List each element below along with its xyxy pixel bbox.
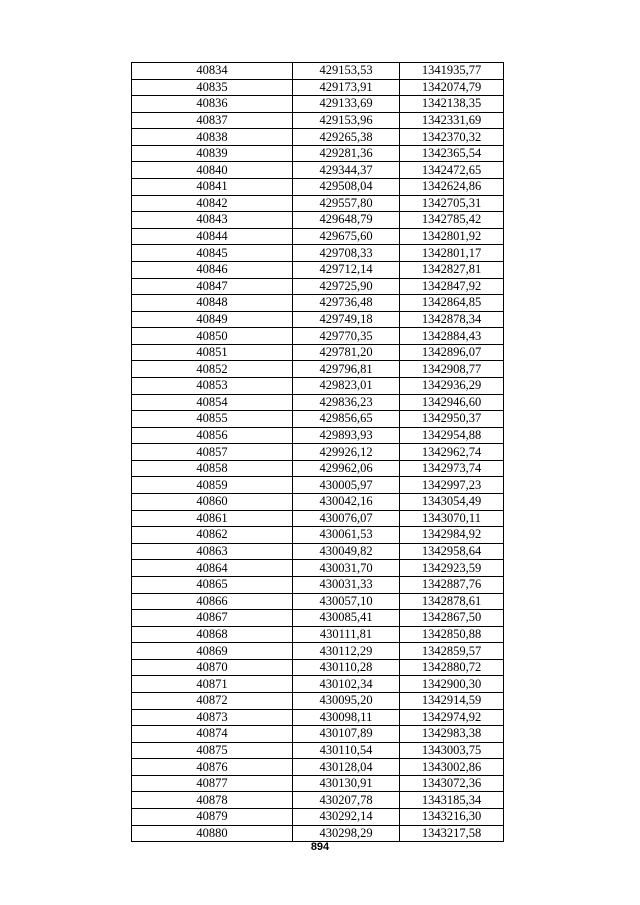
table-row xyxy=(132,576,504,593)
x-coordinate-cell: 429770,35 xyxy=(293,328,400,345)
point-number-cell: 40866 xyxy=(132,593,293,610)
x-coordinate-cell: 429557,80 xyxy=(293,195,400,212)
point-number-cell: 40839 xyxy=(132,145,293,162)
point-number-cell: 40843 xyxy=(132,212,293,229)
y-coordinate-cell: 1342705,31 xyxy=(400,195,504,212)
x-coordinate-cell: 430098,11 xyxy=(293,709,400,726)
point-number-cell: 40877 xyxy=(132,775,293,792)
table-row xyxy=(132,809,504,826)
y-coordinate-cell: 1342914,59 xyxy=(400,692,504,709)
point-number-cell: 40835 xyxy=(132,79,293,96)
x-coordinate-cell: 429173,91 xyxy=(293,79,400,96)
y-coordinate-cell: 1342983,38 xyxy=(400,726,504,743)
point-number-cell: 40857 xyxy=(132,444,293,461)
point-number-cell: 40858 xyxy=(132,460,293,477)
point-number-cell: 40855 xyxy=(132,411,293,428)
x-coordinate-cell: 429893,93 xyxy=(293,427,400,444)
table-row xyxy=(132,311,504,328)
table-row xyxy=(132,659,504,676)
y-coordinate-cell: 1342785,42 xyxy=(400,212,504,229)
x-coordinate-cell: 429708,33 xyxy=(293,245,400,262)
x-coordinate-cell: 430061,53 xyxy=(293,527,400,544)
y-coordinate-cell: 1342859,57 xyxy=(400,643,504,660)
x-coordinate-cell: 429675,60 xyxy=(293,228,400,245)
table-row xyxy=(132,145,504,162)
y-coordinate-cell: 1342974,92 xyxy=(400,709,504,726)
coordinates-table-body xyxy=(132,63,504,842)
table-row xyxy=(132,792,504,809)
table-row xyxy=(132,510,504,527)
table-row xyxy=(132,460,504,477)
point-number-cell: 40861 xyxy=(132,510,293,527)
y-coordinate-cell: 1342138,35 xyxy=(400,96,504,113)
point-number-cell: 40853 xyxy=(132,377,293,394)
x-coordinate-cell: 429648,79 xyxy=(293,212,400,229)
table-row xyxy=(132,742,504,759)
y-coordinate-cell: 1342962,74 xyxy=(400,444,504,461)
x-coordinate-cell: 430042,16 xyxy=(293,494,400,511)
point-number-cell: 40863 xyxy=(132,543,293,560)
y-coordinate-cell: 1342923,59 xyxy=(400,560,504,577)
y-coordinate-cell: 1342864,85 xyxy=(400,295,504,312)
x-coordinate-cell: 429265,38 xyxy=(293,129,400,146)
y-coordinate-cell: 1342954,88 xyxy=(400,427,504,444)
point-number-cell: 40838 xyxy=(132,129,293,146)
y-coordinate-cell: 1342887,76 xyxy=(400,576,504,593)
point-number-cell: 40848 xyxy=(132,295,293,312)
x-coordinate-cell: 430112,29 xyxy=(293,643,400,660)
x-coordinate-cell: 429153,53 xyxy=(293,63,400,80)
table-row xyxy=(132,692,504,709)
page-number: 894 xyxy=(310,841,330,853)
table-row xyxy=(132,79,504,96)
y-coordinate-cell: 1342958,64 xyxy=(400,543,504,560)
point-number-cell: 40878 xyxy=(132,792,293,809)
point-number-cell: 40872 xyxy=(132,692,293,709)
table-row xyxy=(132,344,504,361)
point-number-cell: 40876 xyxy=(132,759,293,776)
y-coordinate-cell: 1343217,58 xyxy=(400,825,504,842)
point-number-cell: 40844 xyxy=(132,228,293,245)
x-coordinate-cell: 430110,54 xyxy=(293,742,400,759)
x-coordinate-cell: 430207,78 xyxy=(293,792,400,809)
x-coordinate-cell: 429281,36 xyxy=(293,145,400,162)
table-row xyxy=(132,626,504,643)
y-coordinate-cell: 1342624,86 xyxy=(400,179,504,196)
table-row xyxy=(132,112,504,129)
table-row xyxy=(132,129,504,146)
point-number-cell: 40875 xyxy=(132,742,293,759)
x-coordinate-cell: 430128,04 xyxy=(293,759,400,776)
y-coordinate-cell: 1342370,32 xyxy=(400,129,504,146)
y-coordinate-cell: 1342472,65 xyxy=(400,162,504,179)
table-row xyxy=(132,261,504,278)
table-row xyxy=(132,328,504,345)
point-number-cell: 40836 xyxy=(132,96,293,113)
y-coordinate-cell: 1342997,23 xyxy=(400,477,504,494)
table-row xyxy=(132,245,504,262)
y-coordinate-cell: 1342801,92 xyxy=(400,228,504,245)
point-number-cell: 40864 xyxy=(132,560,293,577)
x-coordinate-cell: 430292,14 xyxy=(293,809,400,826)
y-coordinate-cell: 1343003,75 xyxy=(400,742,504,759)
y-coordinate-cell: 1342074,79 xyxy=(400,79,504,96)
x-coordinate-cell: 430031,70 xyxy=(293,560,400,577)
x-coordinate-cell: 429749,18 xyxy=(293,311,400,328)
table-row xyxy=(132,593,504,610)
x-coordinate-cell: 429823,01 xyxy=(293,377,400,394)
table-row xyxy=(132,411,504,428)
x-coordinate-cell: 430102,34 xyxy=(293,676,400,693)
x-coordinate-cell: 429856,65 xyxy=(293,411,400,428)
table-row xyxy=(132,295,504,312)
table-row xyxy=(132,212,504,229)
table-row xyxy=(132,543,504,560)
y-coordinate-cell: 1342878,61 xyxy=(400,593,504,610)
point-number-cell: 40865 xyxy=(132,576,293,593)
table-row xyxy=(132,825,504,842)
point-number-cell: 40871 xyxy=(132,676,293,693)
point-number-cell: 40879 xyxy=(132,809,293,826)
y-coordinate-cell: 1342973,74 xyxy=(400,460,504,477)
y-coordinate-cell: 1342936,29 xyxy=(400,377,504,394)
point-number-cell: 40850 xyxy=(132,328,293,345)
y-coordinate-cell: 1342900,30 xyxy=(400,676,504,693)
x-coordinate-cell: 429712,14 xyxy=(293,261,400,278)
point-number-cell: 40849 xyxy=(132,311,293,328)
y-coordinate-cell: 1343216,30 xyxy=(400,809,504,826)
y-coordinate-cell: 1342946,60 xyxy=(400,394,504,411)
x-coordinate-cell: 430298,29 xyxy=(293,825,400,842)
x-coordinate-cell: 429344,37 xyxy=(293,162,400,179)
point-number-cell: 40869 xyxy=(132,643,293,660)
table-row xyxy=(132,709,504,726)
y-coordinate-cell: 1342950,37 xyxy=(400,411,504,428)
x-coordinate-cell: 429962,06 xyxy=(293,460,400,477)
y-coordinate-cell: 1342878,34 xyxy=(400,311,504,328)
y-coordinate-cell: 1342850,88 xyxy=(400,626,504,643)
point-number-cell: 40852 xyxy=(132,361,293,378)
x-coordinate-cell: 430111,81 xyxy=(293,626,400,643)
y-coordinate-cell: 1342880,72 xyxy=(400,659,504,676)
table-row xyxy=(132,361,504,378)
y-coordinate-cell: 1342867,50 xyxy=(400,610,504,627)
x-coordinate-cell: 430076,07 xyxy=(293,510,400,527)
table-row xyxy=(132,560,504,577)
table-row xyxy=(132,377,504,394)
y-coordinate-cell: 1343070,11 xyxy=(400,510,504,527)
x-coordinate-cell: 430095,20 xyxy=(293,692,400,709)
point-number-cell: 40860 xyxy=(132,494,293,511)
point-number-cell: 40880 xyxy=(132,825,293,842)
x-coordinate-cell: 430085,41 xyxy=(293,610,400,627)
y-coordinate-cell: 1343072,36 xyxy=(400,775,504,792)
table-row xyxy=(132,676,504,693)
table-row xyxy=(132,610,504,627)
table-row xyxy=(132,228,504,245)
y-coordinate-cell: 1342801,17 xyxy=(400,245,504,262)
x-coordinate-cell: 430031,33 xyxy=(293,576,400,593)
x-coordinate-cell: 429926,12 xyxy=(293,444,400,461)
point-number-cell: 40841 xyxy=(132,179,293,196)
table-row xyxy=(132,527,504,544)
x-coordinate-cell: 429796,81 xyxy=(293,361,400,378)
coordinates-table xyxy=(131,62,504,842)
point-number-cell: 40862 xyxy=(132,527,293,544)
x-coordinate-cell: 429836,23 xyxy=(293,394,400,411)
table-row xyxy=(132,278,504,295)
point-number-cell: 40868 xyxy=(132,626,293,643)
point-number-cell: 40846 xyxy=(132,261,293,278)
point-number-cell: 40847 xyxy=(132,278,293,295)
table-row xyxy=(132,63,504,80)
table-row xyxy=(132,477,504,494)
point-number-cell: 40874 xyxy=(132,726,293,743)
table-row xyxy=(132,162,504,179)
point-number-cell: 40867 xyxy=(132,610,293,627)
table-row xyxy=(132,643,504,660)
point-number-cell: 40834 xyxy=(132,63,293,80)
table-row xyxy=(132,444,504,461)
point-number-cell: 40854 xyxy=(132,394,293,411)
table-row xyxy=(132,726,504,743)
y-coordinate-cell: 1342984,92 xyxy=(400,527,504,544)
x-coordinate-cell: 429725,90 xyxy=(293,278,400,295)
y-coordinate-cell: 1343054,49 xyxy=(400,494,504,511)
x-coordinate-cell: 429508,04 xyxy=(293,179,400,196)
x-coordinate-cell: 429736,48 xyxy=(293,295,400,312)
x-coordinate-cell: 430057,10 xyxy=(293,593,400,610)
table-row xyxy=(132,775,504,792)
x-coordinate-cell: 430005,97 xyxy=(293,477,400,494)
x-coordinate-cell: 430049,82 xyxy=(293,543,400,560)
y-coordinate-cell: 1342847,92 xyxy=(400,278,504,295)
y-coordinate-cell: 1343185,34 xyxy=(400,792,504,809)
table-row xyxy=(132,494,504,511)
y-coordinate-cell: 1342827,81 xyxy=(400,261,504,278)
y-coordinate-cell: 1343002,86 xyxy=(400,759,504,776)
table-row xyxy=(132,96,504,113)
table-row xyxy=(132,427,504,444)
table-row xyxy=(132,759,504,776)
y-coordinate-cell: 1342908,77 xyxy=(400,361,504,378)
x-coordinate-cell: 430107,89 xyxy=(293,726,400,743)
table-row xyxy=(132,394,504,411)
y-coordinate-cell: 1342365,54 xyxy=(400,145,504,162)
point-number-cell: 40845 xyxy=(132,245,293,262)
table-row xyxy=(132,195,504,212)
point-number-cell: 40870 xyxy=(132,659,293,676)
point-number-cell: 40842 xyxy=(132,195,293,212)
x-coordinate-cell: 429133,69 xyxy=(293,96,400,113)
y-coordinate-cell: 1342884,43 xyxy=(400,328,504,345)
y-coordinate-cell: 1342331,69 xyxy=(400,112,504,129)
table-row xyxy=(132,179,504,196)
x-coordinate-cell: 429781,20 xyxy=(293,344,400,361)
x-coordinate-cell: 429153,96 xyxy=(293,112,400,129)
point-number-cell: 40840 xyxy=(132,162,293,179)
x-coordinate-cell: 430130,91 xyxy=(293,775,400,792)
y-coordinate-cell: 1341935,77 xyxy=(400,63,504,80)
point-number-cell: 40859 xyxy=(132,477,293,494)
x-coordinate-cell: 430110,28 xyxy=(293,659,400,676)
y-coordinate-cell: 1342896,07 xyxy=(400,344,504,361)
point-number-cell: 40873 xyxy=(132,709,293,726)
point-number-cell: 40856 xyxy=(132,427,293,444)
point-number-cell: 40837 xyxy=(132,112,293,129)
point-number-cell: 40851 xyxy=(132,344,293,361)
